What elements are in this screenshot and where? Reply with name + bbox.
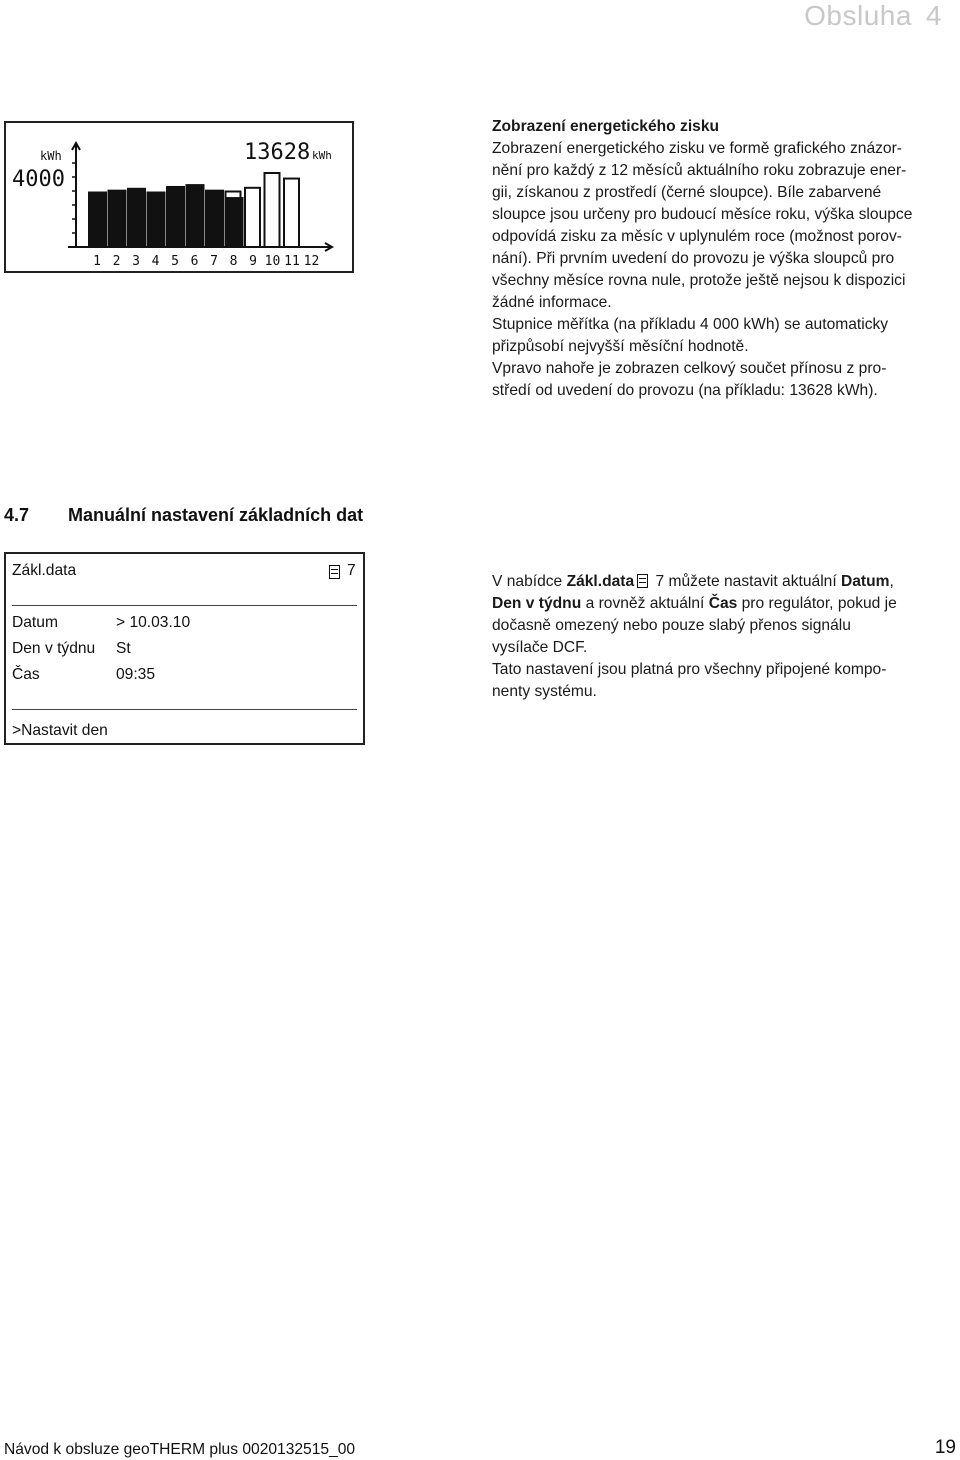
x-tick-label: 10 xyxy=(264,254,281,269)
text-line: Vpravo nahoře je zobrazen celkový součet přínosu z pro- xyxy=(492,360,887,377)
bar-current-year xyxy=(88,192,107,248)
menu-row-time-label: Čas xyxy=(12,666,40,683)
text-run: V nabídce xyxy=(492,573,567,590)
text-line: nenty systému. xyxy=(492,683,597,700)
total-unit-label: kWh xyxy=(312,149,332,162)
basic-data-line-3: dočasně omezený nebo pouze slabý přenos signálu xyxy=(492,617,851,634)
text-line: sloupce jsou určeny pro budoucí měsíce roku, výška sloupce xyxy=(492,206,913,223)
x-tick-label: 12 xyxy=(303,254,320,269)
section-heading xyxy=(4,505,363,526)
bar-current-year xyxy=(166,186,185,247)
menu-name-ref: Zákl.data xyxy=(566,573,635,590)
text-line: gii, získanou z prostředí (černé sloupce). Bíle zabarvené xyxy=(492,184,882,201)
bar-current-year xyxy=(127,188,146,247)
text-line: Zobrazení energetického zisku ve formě grafického znázor- xyxy=(492,140,902,157)
text-run: pro regulátor, pokud je xyxy=(737,595,897,612)
energy-paragraph-1 xyxy=(492,138,952,314)
menu-divider-top xyxy=(12,605,357,606)
text-line: Stupnice měřítka (na příkladu 4 000 kWh) se automaticky xyxy=(492,316,889,333)
basic-data-description xyxy=(492,571,952,703)
bar-current-year xyxy=(186,184,205,247)
x-tick-label: 1 xyxy=(93,254,101,269)
weekday-ref: Den v týdnu xyxy=(492,595,582,612)
menu-row-weekday-value[interactable]: St xyxy=(116,640,131,657)
footer-page-number: 19 xyxy=(934,1437,956,1458)
bar-previous-year xyxy=(245,188,260,247)
text-line: odpovídá zisku za měsíc v uplynulém roce (možnost porov- xyxy=(492,228,902,245)
x-tick-label: 9 xyxy=(249,254,257,269)
menu-list-icon xyxy=(329,565,340,579)
x-tick-label: 5 xyxy=(171,254,179,269)
section-number: 4.7 xyxy=(4,505,30,525)
energy-yield-display xyxy=(4,121,354,273)
basic-data-line-2 xyxy=(492,593,952,615)
bar-previous-year xyxy=(265,173,280,247)
bar-current-year xyxy=(205,190,224,247)
energy-section-title: Zobrazení energetického zisku xyxy=(492,118,720,135)
total-value-label: 13628 xyxy=(244,140,311,165)
text-run: a rovněž aktuální xyxy=(581,595,709,612)
menu-page-number: 7 xyxy=(347,562,356,579)
footer-document-title: Návod k obsluze geoTHERM plus 0020132515_00 xyxy=(4,1441,356,1458)
text-line: nání). Při prvním uvedení do provozu je výška sloupců pro xyxy=(492,250,895,267)
text-line: přizpůsobí nejvyšší měsíční hodnotě. xyxy=(492,338,749,355)
y-unit-label: kWh xyxy=(40,149,62,163)
energy-paragraph-3 xyxy=(492,358,952,402)
x-tick-label: 8 xyxy=(229,254,238,269)
menu-row-date-value[interactable]: > 10.03.10 xyxy=(116,614,191,631)
menu-row-time-value[interactable]: 09:35 xyxy=(116,666,156,683)
time-ref: Čas xyxy=(708,595,738,612)
basic-data-menu-display xyxy=(4,552,365,745)
x-tick-label: 2 xyxy=(112,254,121,269)
menu-row-date-label: Datum xyxy=(12,614,58,631)
menu-row-weekday-label: Den v týdnu xyxy=(12,640,96,657)
basic-data-paragraph-2 xyxy=(492,659,952,703)
date-ref: Datum xyxy=(841,573,890,590)
energy-yield-chart xyxy=(6,123,352,271)
x-tick-label: 11 xyxy=(284,254,300,269)
y-scale-label: 4000 xyxy=(12,167,65,192)
text-line: všechny měsíce rovna nule, protože ještě nejsou k dispozici xyxy=(492,272,906,289)
header-section-title: Obsluha xyxy=(804,0,912,31)
energy-description xyxy=(492,116,952,402)
x-tick-label: 6 xyxy=(190,254,199,269)
x-tick-labels xyxy=(93,254,319,269)
bar-current-year xyxy=(147,192,166,248)
x-tick-label: 4 xyxy=(151,254,160,269)
header-chapter-number: 4 xyxy=(925,0,942,31)
basic-data-line-1 xyxy=(492,571,952,593)
bar-current-year xyxy=(225,197,244,247)
basic-data-line-4: vysílače DCF. xyxy=(492,639,588,656)
text-run: , xyxy=(889,573,894,590)
menu-title: Zákl.data xyxy=(12,562,77,579)
menu-divider-bottom xyxy=(12,709,357,710)
menu-list-icon-inline xyxy=(637,574,648,588)
text-line: Tato nastavení jsou platná pro všechny připojené kompo- xyxy=(492,661,887,678)
text-run: 7 můžete nastavit aktuální xyxy=(651,573,841,590)
energy-paragraph-2 xyxy=(492,314,952,358)
text-line: nění pro každý z 12 měsíců aktuálního roku zobrazuje ener- xyxy=(492,162,907,179)
bar-current-year xyxy=(108,190,127,247)
menu-action-set-day[interactable]: >Nastavit den xyxy=(12,722,108,739)
x-tick-label: 7 xyxy=(210,254,218,269)
x-tick-label: 3 xyxy=(132,254,140,269)
text-line: žádné informace. xyxy=(492,294,612,311)
bar-previous-year xyxy=(284,179,299,247)
text-line: středí od uvedení do provozu (na příkladu: 13628 kWh). xyxy=(492,382,878,399)
page-header xyxy=(790,0,942,32)
section-title: Manuální nastavení základních dat xyxy=(68,505,364,525)
bars-layer xyxy=(88,173,299,247)
